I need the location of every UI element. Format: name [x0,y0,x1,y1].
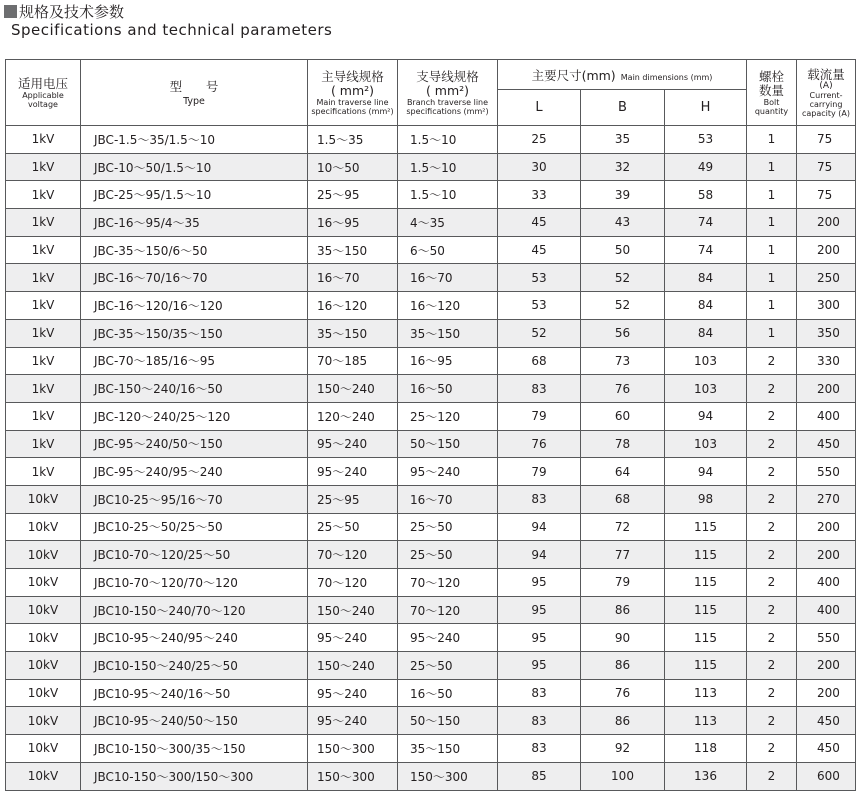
cell-main-line: 16～120 [308,292,398,320]
cell-dim-l: 76 [498,430,581,458]
table-row [6,762,856,790]
cell-voltage: 1kV [6,181,81,209]
cell-bolt-qty: 2 [747,569,797,597]
cell-voltage: 10kV [6,513,81,541]
cell-dim-b: 77 [581,541,665,569]
cell-bolt-qty: 2 [747,762,797,790]
cell-dim-b: 73 [581,347,665,375]
cell-main-line: 95～240 [308,679,398,707]
cell-bolt-qty: 2 [747,596,797,624]
cell-dim-h: 94 [665,458,747,486]
cell-branch-line: 4～35 [398,209,498,237]
cell-branch-line: 25～50 [398,541,498,569]
cell-branch-line: 25～50 [398,652,498,680]
cell-type: JBC10-25～50/25～50 [81,513,308,541]
table-row [6,181,856,209]
cell-main-line: 35～150 [308,319,398,347]
cell-main-line: 25～95 [308,485,398,513]
table-row [6,347,856,375]
cell-dim-h: 115 [665,513,747,541]
cell-dim-h: 84 [665,292,747,320]
table-row [6,707,856,735]
cell-voltage: 1kV [6,126,81,154]
cell-type: JBC10-70～120/70～120 [81,569,308,597]
cell-capacity: 550 [797,624,856,652]
cell-dim-h: 94 [665,402,747,430]
cell-main-line: 150～240 [308,652,398,680]
header-branch-line: 支导线规格 ( mm²) Branch traverse line specifications (mm²) [398,60,498,126]
cell-capacity: 200 [797,513,856,541]
cell-capacity: 550 [797,458,856,486]
cell-main-line: 1.5～35 [308,126,398,154]
cell-voltage: 1kV [6,264,81,292]
cell-type: JBC10-150～300/150～300 [81,762,308,790]
cell-dim-h: 113 [665,679,747,707]
cell-dim-h: 103 [665,347,747,375]
cell-branch-line: 25～50 [398,513,498,541]
cell-main-line: 150～240 [308,596,398,624]
cell-branch-line: 95～240 [398,458,498,486]
cell-dim-b: 50 [581,236,665,264]
cell-voltage: 1kV [6,375,81,403]
cell-capacity: 200 [797,652,856,680]
cell-main-line: 16～70 [308,264,398,292]
cell-dim-b: 76 [581,679,665,707]
cell-dim-l: 83 [498,707,581,735]
cell-dim-h: 115 [665,541,747,569]
cell-type: JBC-25～95/1.5～10 [81,181,308,209]
cell-bolt-qty: 1 [747,292,797,320]
cell-main-line: 70～120 [308,541,398,569]
table-row [6,513,856,541]
cell-type: JBC-10～50/1.5～10 [81,153,308,181]
cell-voltage: 10kV [6,679,81,707]
cell-bolt-qty: 2 [747,402,797,430]
table-row [6,375,856,403]
cell-branch-line: 70～120 [398,596,498,624]
cell-dim-b: 52 [581,292,665,320]
cell-voltage: 10kV [6,541,81,569]
cell-dim-l: 52 [498,319,581,347]
cell-dim-b: 100 [581,762,665,790]
table-row [6,430,856,458]
cell-main-line: 95～240 [308,458,398,486]
cell-voltage: 1kV [6,153,81,181]
cell-dim-l: 95 [498,624,581,652]
cell-bolt-qty: 2 [747,458,797,486]
cell-dim-b: 43 [581,209,665,237]
cell-bolt-qty: 2 [747,707,797,735]
cell-type: JBC10-25～95/16～70 [81,485,308,513]
cell-branch-line: 25～120 [398,402,498,430]
cell-voltage: 1kV [6,292,81,320]
table-row [6,596,856,624]
cell-dim-l: 95 [498,569,581,597]
cell-dim-h: 118 [665,735,747,763]
table-row [6,485,856,513]
cell-capacity: 350 [797,319,856,347]
cell-main-line: 70～185 [308,347,398,375]
cell-voltage: 10kV [6,624,81,652]
cell-capacity: 200 [797,541,856,569]
cell-type: JBC-120～240/25～120 [81,402,308,430]
table-row [6,209,856,237]
header-type: 型 号 Type [81,60,308,126]
cell-bolt-qty: 1 [747,181,797,209]
cell-dim-b: 60 [581,402,665,430]
cell-dim-l: 79 [498,458,581,486]
cell-dim-l: 95 [498,652,581,680]
spec-table [5,59,856,791]
section-title-en: Specifications and technical parameters [11,21,333,39]
cell-dim-h: 136 [665,762,747,790]
cell-capacity: 400 [797,596,856,624]
cell-bolt-qty: 2 [747,541,797,569]
cell-dim-h: 98 [665,485,747,513]
cell-main-line: 25～95 [308,181,398,209]
cell-capacity: 75 [797,181,856,209]
cell-dim-b: 32 [581,153,665,181]
cell-dim-l: 33 [498,181,581,209]
cell-voltage: 1kV [6,430,81,458]
cell-capacity: 300 [797,292,856,320]
cell-dim-b: 92 [581,735,665,763]
cell-dim-l: 68 [498,347,581,375]
cell-dim-b: 56 [581,319,665,347]
cell-dim-b: 86 [581,596,665,624]
cell-main-line: 16～95 [308,209,398,237]
cell-capacity: 75 [797,126,856,154]
cell-capacity: 450 [797,430,856,458]
cell-type: JBC-16～120/16～120 [81,292,308,320]
cell-capacity: 330 [797,347,856,375]
cell-type: JBC-150～240/16～50 [81,375,308,403]
cell-main-line: 95～240 [308,430,398,458]
cell-dim-h: 115 [665,596,747,624]
cell-type: JBC-35～150/6～50 [81,236,308,264]
cell-main-line: 120～240 [308,402,398,430]
cell-main-line: 95～240 [308,624,398,652]
table-row [6,569,856,597]
cell-branch-line: 16～95 [398,347,498,375]
table-row [6,402,856,430]
section-title-cn [4,2,124,22]
cell-voltage: 10kV [6,652,81,680]
cell-capacity: 200 [797,679,856,707]
cell-bolt-qty: 2 [747,430,797,458]
cell-voltage: 1kV [6,236,81,264]
cell-dim-l: 45 [498,209,581,237]
cell-dim-h: 115 [665,652,747,680]
cell-branch-line: 1.5～10 [398,153,498,181]
cell-capacity: 400 [797,402,856,430]
cell-dim-h: 58 [665,181,747,209]
header-dim-b: B [581,90,665,126]
cell-voltage: 1kV [6,347,81,375]
cell-main-line: 150～300 [308,735,398,763]
cell-dim-b: 90 [581,624,665,652]
cell-voltage: 10kV [6,735,81,763]
cell-voltage: 10kV [6,569,81,597]
cell-dim-h: 103 [665,375,747,403]
cell-dim-b: 64 [581,458,665,486]
header-voltage: 适用电压 Applicable voltage [6,60,81,126]
cell-dim-l: 79 [498,402,581,430]
table-row [6,652,856,680]
cell-capacity: 600 [797,762,856,790]
cell-type: JBC10-150～240/25～50 [81,652,308,680]
cell-main-line: 25～50 [308,513,398,541]
cell-capacity: 200 [797,375,856,403]
spec-table-body [6,126,856,791]
cell-voltage: 10kV [6,707,81,735]
header-main-line: 主导线规格 ( mm²) Main traverse line specifications (mm²) [308,60,398,126]
cell-dim-l: 83 [498,679,581,707]
cell-branch-line: 16～50 [398,375,498,403]
table-row [6,126,856,154]
square-bullet-icon [4,5,17,18]
cell-dim-l: 94 [498,513,581,541]
cell-bolt-qty: 1 [747,319,797,347]
cell-voltage: 1kV [6,209,81,237]
cell-type: JBC10-95～240/50～150 [81,707,308,735]
cell-main-line: 35～150 [308,236,398,264]
cell-branch-line: 16～70 [398,264,498,292]
cell-type: JBC-35～150/35～150 [81,319,308,347]
cell-branch-line: 16～50 [398,679,498,707]
table-row [6,319,856,347]
cell-branch-line: 1.5～10 [398,126,498,154]
cell-type: JBC-1.5～35/1.5～10 [81,126,308,154]
header-dim-l: L [498,90,581,126]
cell-dim-l: 95 [498,596,581,624]
cell-dim-h: 115 [665,624,747,652]
cell-type: JBC10-70～120/25～50 [81,541,308,569]
cell-voltage: 1kV [6,402,81,430]
cell-bolt-qty: 2 [747,652,797,680]
cell-dim-h: 115 [665,569,747,597]
cell-capacity: 400 [797,569,856,597]
cell-dim-l: 53 [498,292,581,320]
cell-dim-b: 86 [581,652,665,680]
cell-dim-h: 74 [665,236,747,264]
cell-voltage: 1kV [6,319,81,347]
cell-dim-h: 49 [665,153,747,181]
cell-main-line: 10～50 [308,153,398,181]
cell-dim-b: 78 [581,430,665,458]
cell-capacity: 250 [797,264,856,292]
cell-bolt-qty: 1 [747,209,797,237]
cell-capacity: 200 [797,236,856,264]
cell-dim-l: 45 [498,236,581,264]
cell-type: JBC10-95～240/16～50 [81,679,308,707]
cell-voltage: 10kV [6,762,81,790]
cell-voltage: 10kV [6,485,81,513]
section-title-cn-text: 规格及技术参数 [19,3,125,21]
cell-bolt-qty: 2 [747,347,797,375]
table-row [6,541,856,569]
cell-branch-line: 95～240 [398,624,498,652]
table-row [6,679,856,707]
table-row [6,153,856,181]
cell-dim-l: 83 [498,735,581,763]
cell-type: JBC10-150～300/35～150 [81,735,308,763]
cell-bolt-qty: 2 [747,735,797,763]
table-row [6,236,856,264]
cell-type: JBC10-150～240/70～120 [81,596,308,624]
header-capacity: 载流量 (A) Current- carrying capacity (A) [797,60,856,126]
cell-dim-b: 86 [581,707,665,735]
cell-dim-b: 76 [581,375,665,403]
cell-dim-l: 83 [498,375,581,403]
cell-bolt-qty: 1 [747,236,797,264]
cell-branch-line: 16～120 [398,292,498,320]
cell-dim-b: 68 [581,485,665,513]
cell-voltage: 1kV [6,458,81,486]
cell-dim-l: 83 [498,485,581,513]
cell-branch-line: 150～300 [398,762,498,790]
table-row [6,264,856,292]
cell-bolt-qty: 2 [747,513,797,541]
table-row [6,624,856,652]
cell-dim-h: 113 [665,707,747,735]
cell-branch-line: 16～70 [398,485,498,513]
cell-branch-line: 35～150 [398,735,498,763]
cell-bolt-qty: 2 [747,679,797,707]
cell-main-line: 95～240 [308,707,398,735]
cell-dim-h: 84 [665,319,747,347]
cell-type: JBC-95～240/50～150 [81,430,308,458]
header-dim-h: H [665,90,747,126]
cell-type: JBC-16～95/4～35 [81,209,308,237]
cell-bolt-qty: 2 [747,375,797,403]
cell-dim-l: 53 [498,264,581,292]
cell-capacity: 450 [797,707,856,735]
cell-bolt-qty: 2 [747,624,797,652]
cell-capacity: 270 [797,485,856,513]
cell-dim-h: 74 [665,209,747,237]
cell-bolt-qty: 1 [747,264,797,292]
cell-dim-l: 94 [498,541,581,569]
cell-capacity: 75 [797,153,856,181]
cell-dim-l: 85 [498,762,581,790]
cell-dim-h: 53 [665,126,747,154]
cell-dim-b: 39 [581,181,665,209]
cell-dim-b: 35 [581,126,665,154]
cell-branch-line: 1.5～10 [398,181,498,209]
cell-main-line: 70～120 [308,569,398,597]
cell-dim-l: 30 [498,153,581,181]
cell-bolt-qty: 2 [747,485,797,513]
cell-bolt-qty: 1 [747,153,797,181]
table-row [6,735,856,763]
cell-main-line: 150～300 [308,762,398,790]
cell-dim-l: 25 [498,126,581,154]
cell-main-line: 150～240 [308,375,398,403]
cell-bolt-qty: 1 [747,126,797,154]
cell-capacity: 200 [797,209,856,237]
header-bolt: 螺栓 数量 Bolt quantity [747,60,797,126]
cell-dim-h: 103 [665,430,747,458]
cell-branch-line: 6～50 [398,236,498,264]
cell-type: JBC-95～240/95～240 [81,458,308,486]
header-dimensions: 主要尺寸(mm) Main dimensions (mm) [498,60,747,90]
cell-branch-line: 35～150 [398,319,498,347]
cell-dim-b: 72 [581,513,665,541]
cell-dim-b: 52 [581,264,665,292]
cell-voltage: 10kV [6,596,81,624]
cell-type: JBC-70～185/16～95 [81,347,308,375]
cell-type: JBC-16～70/16～70 [81,264,308,292]
table-row [6,292,856,320]
cell-capacity: 450 [797,735,856,763]
cell-dim-h: 84 [665,264,747,292]
cell-branch-line: 50～150 [398,707,498,735]
table-row [6,458,856,486]
cell-dim-b: 79 [581,569,665,597]
cell-branch-line: 50～150 [398,430,498,458]
cell-branch-line: 70～120 [398,569,498,597]
cell-type: JBC10-95～240/95～240 [81,624,308,652]
